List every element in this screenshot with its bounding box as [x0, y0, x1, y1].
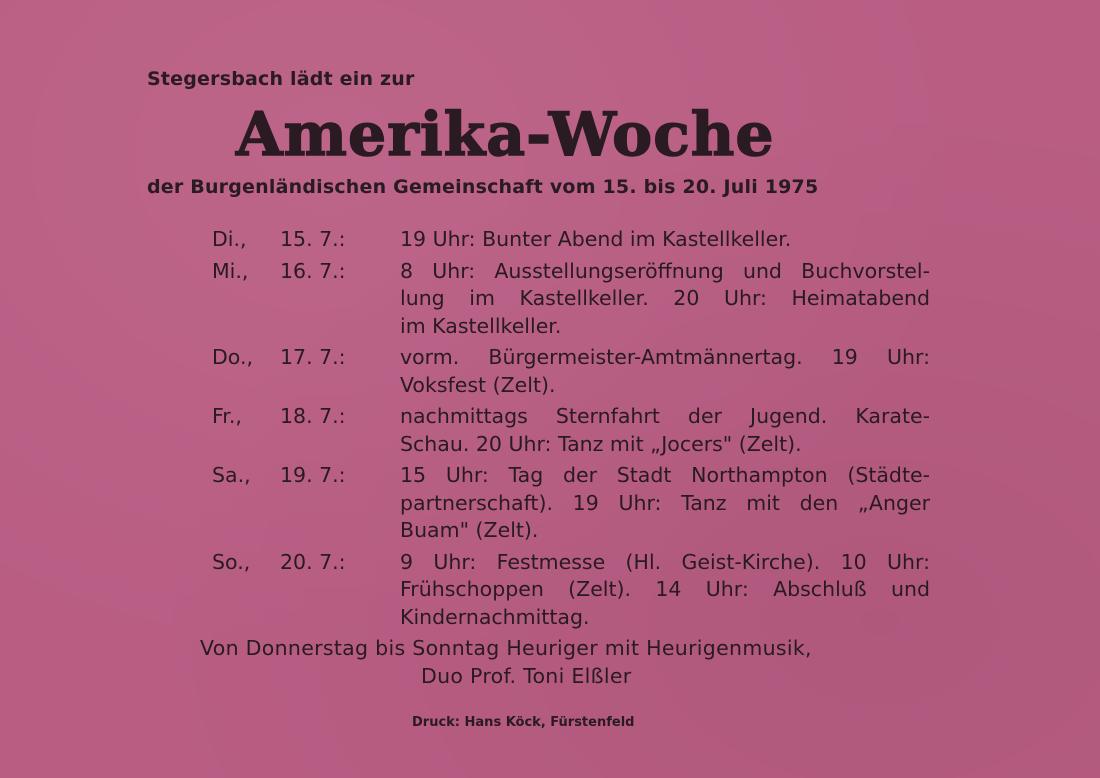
- printer-credit: Druck: Hans Köck, Fürstenfeld: [412, 715, 635, 730]
- description-line: Kindernachmittag.: [400, 604, 590, 629]
- description-line: 15 Uhr: Tag der Stadt Northampton (Städte-: [400, 463, 930, 487]
- schedule-description: [400, 403, 930, 458]
- description-line: Schau. 20 Uhr: Tanz mit „Jocers" (Zelt).: [400, 431, 802, 456]
- description-line: 9 Uhr: Festmesse (Hl. Geist-Kirche). 10 Uhr:: [400, 549, 930, 574]
- intro-text: Stegersbach lädt ein zur: [147, 68, 415, 90]
- schedule-list: [212, 226, 942, 635]
- description-line: Voksfest (Zelt).: [400, 372, 556, 397]
- description-line: vorm. Bürgermeister-Amtmännertag. 19 Uhr:: [400, 345, 930, 369]
- description-line: lung im Kastellkeller. 20 Uhr: Heimatabend: [400, 286, 930, 310]
- event-title: Amerika-Woche: [236, 100, 775, 170]
- schedule-day: Do.,: [212, 345, 253, 369]
- schedule-row: [212, 258, 942, 341]
- schedule-date: 19. 7.:: [280, 463, 346, 487]
- schedule-row: [212, 403, 942, 458]
- event-subtitle: der Burgenländischen Gemeinschaft vom 15. bis 20. Juli 1975: [147, 176, 819, 198]
- schedule-description: [400, 462, 930, 545]
- schedule-day: Mi.,: [212, 258, 249, 283]
- schedule-date: 15. 7.:: [280, 227, 346, 251]
- schedule-description: [400, 258, 930, 341]
- schedule-day: Di.,: [212, 227, 247, 251]
- schedule-day: Fr.,: [212, 404, 242, 428]
- footer-performer: Duo Prof. Toni Elßler: [421, 664, 632, 688]
- description-line: Buam" (Zelt).: [400, 518, 539, 542]
- description-line: partnerschaft). 19 Uhr: Tanz mit den „Anger: [400, 490, 930, 515]
- description-line: im Kastellkeller.: [400, 313, 562, 338]
- description-line: Frühschoppen (Zelt). 14 Uhr: Abschluß und: [400, 577, 930, 601]
- description-line: 8 Uhr: Ausstellungseröffnung und Buchvorstel-: [400, 258, 930, 283]
- schedule-description: [400, 226, 930, 254]
- schedule-row: [212, 462, 942, 545]
- schedule-day: So.,: [212, 549, 251, 574]
- schedule-day: Sa.,: [212, 463, 251, 487]
- schedule-date: 18. 7.:: [280, 404, 346, 428]
- footer-note: Von Donnerstag bis Sonntag Heuriger mit Heurigenmusik,: [200, 636, 812, 660]
- schedule-row: [212, 344, 942, 399]
- schedule-description: [400, 344, 930, 399]
- description-line: 19 Uhr: Bunter Abend im Kastellkeller.: [400, 227, 792, 251]
- schedule-date: 17. 7.:: [280, 345, 346, 369]
- description-line: nachmittags Sternfahrt der Jugend. Karate-: [400, 404, 930, 428]
- schedule-date: 20. 7.:: [280, 549, 346, 574]
- schedule-row: [212, 549, 942, 632]
- schedule-row: [212, 226, 942, 254]
- schedule-description: [400, 549, 930, 632]
- schedule-date: 16. 7.:: [280, 258, 346, 283]
